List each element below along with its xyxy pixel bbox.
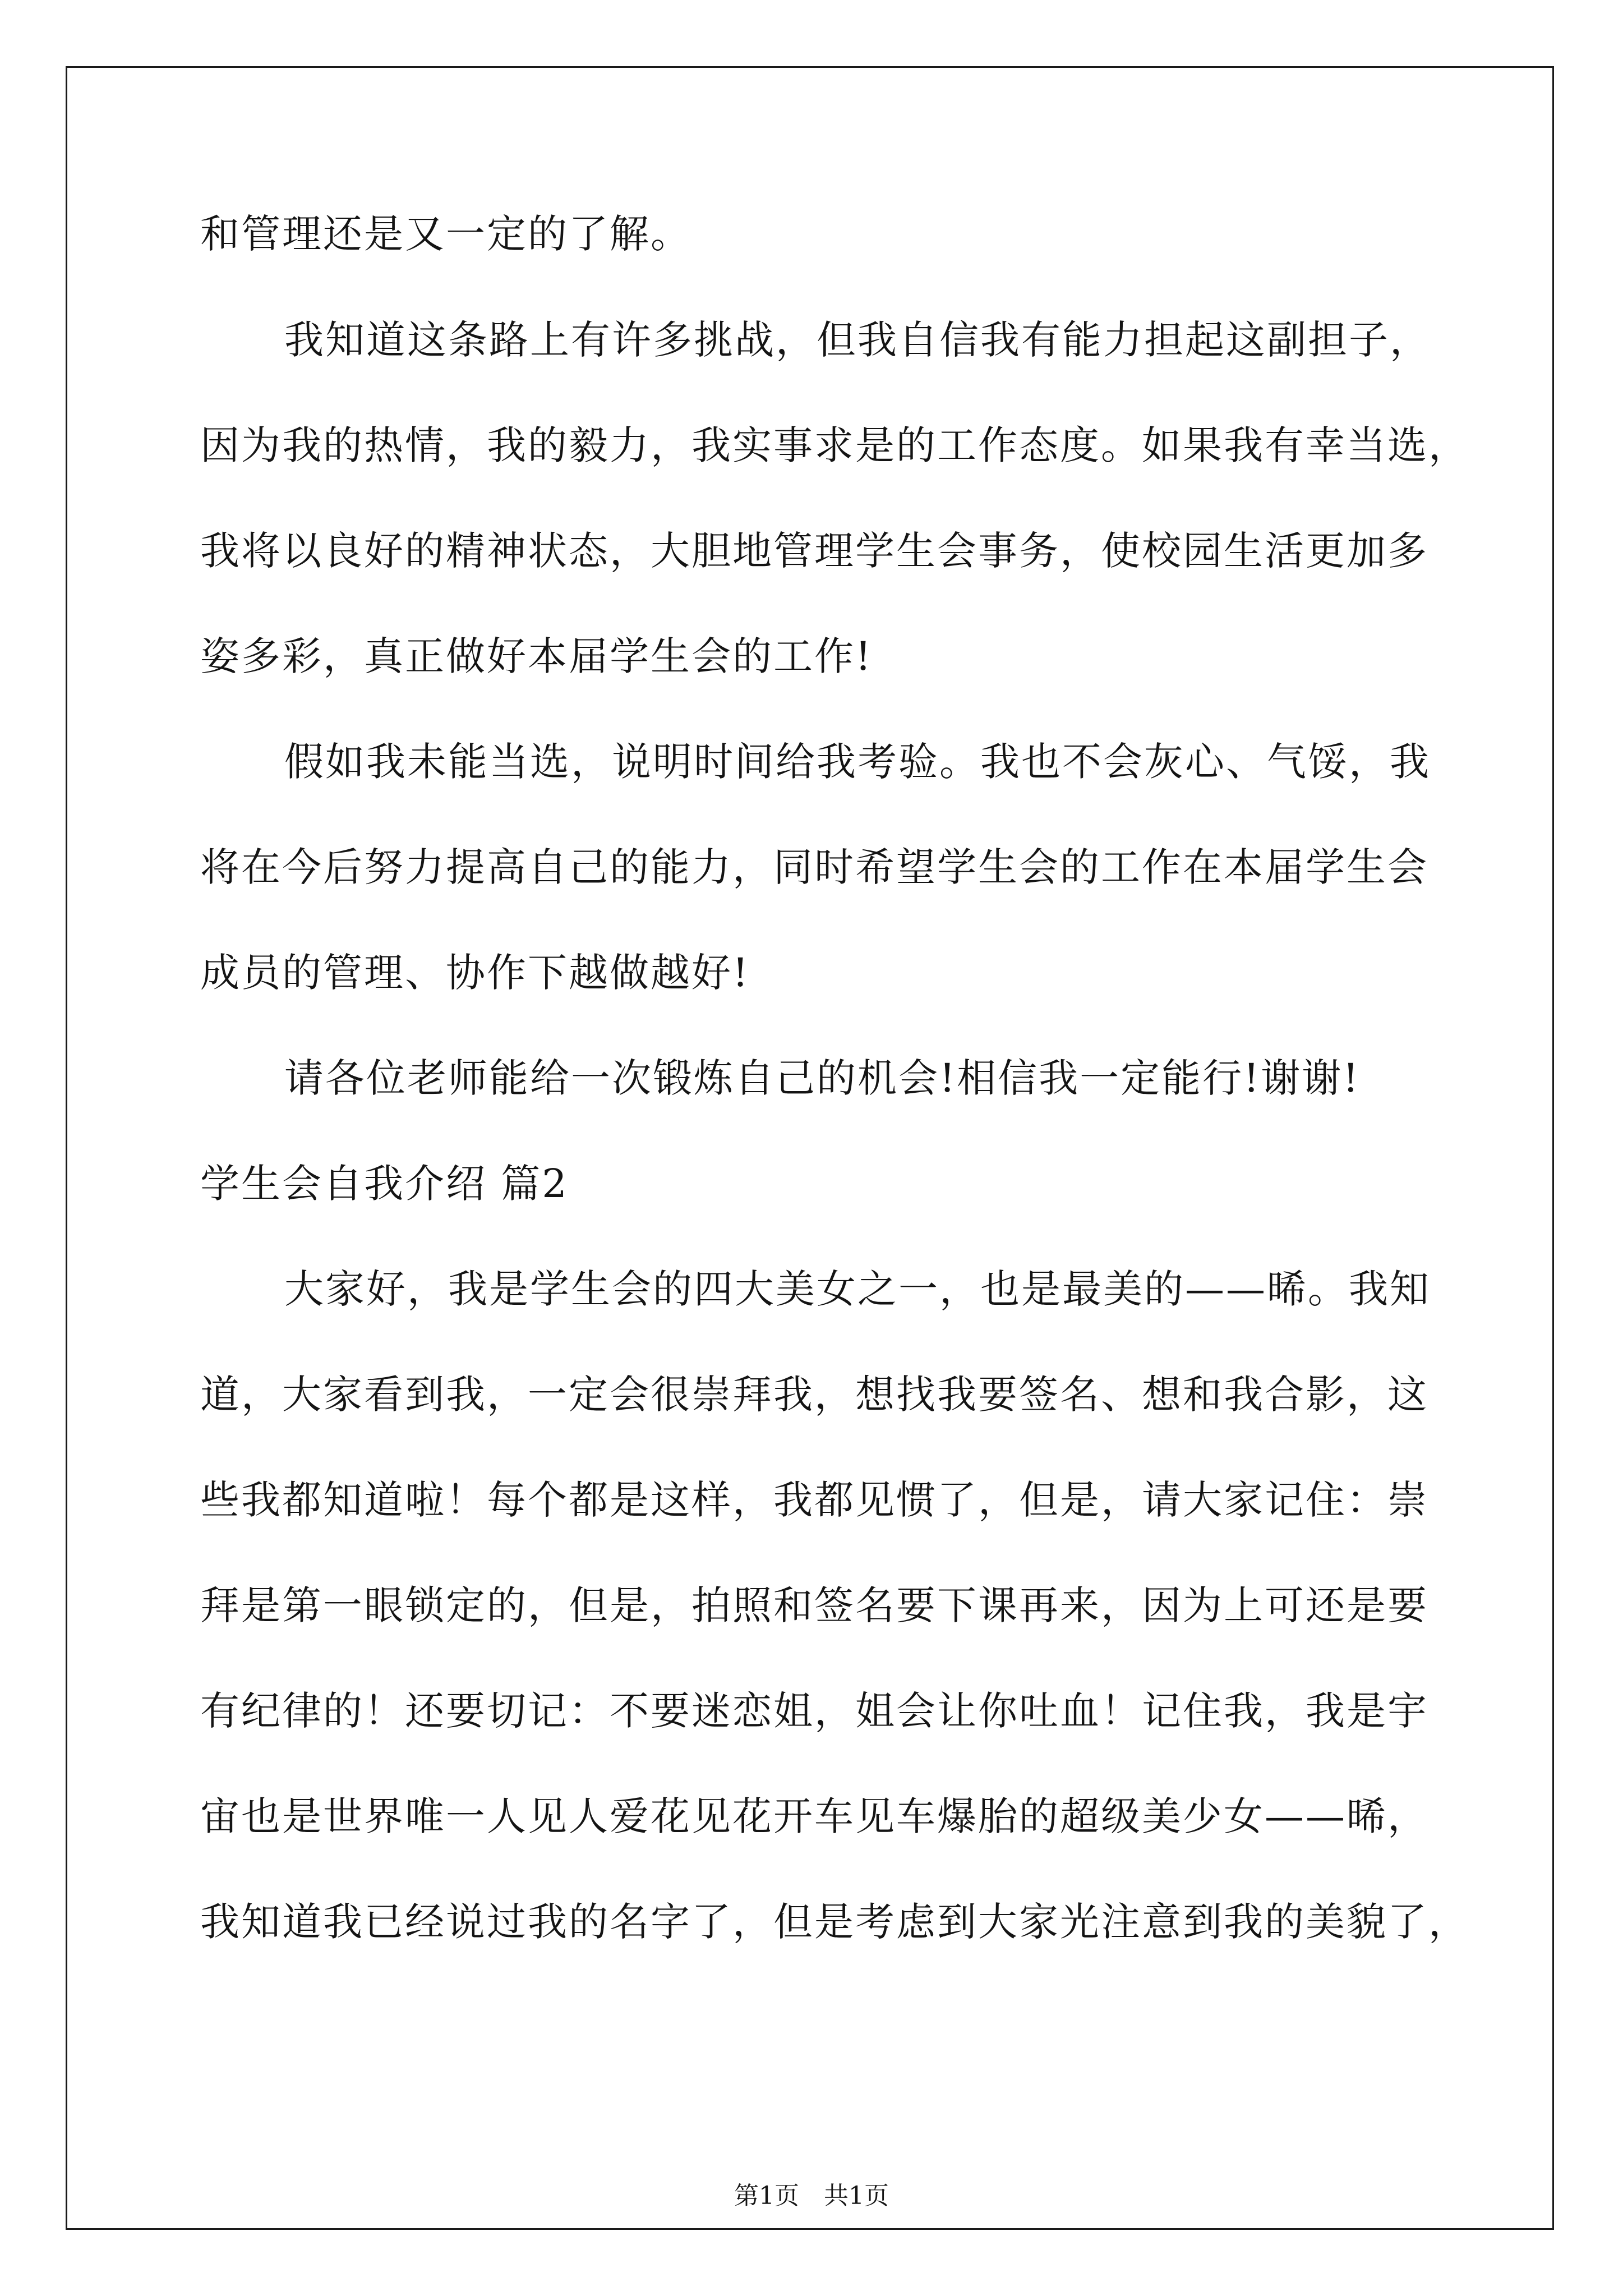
paragraph-line: 宙也是世界唯一人见人爱花见花开车见车爆胎的超级美少女——晞， — [200, 1793, 1428, 1839]
page-footer: 第1页 共1页 — [734, 2182, 889, 2210]
paragraph-line: 拜是第一眼锁定的，但是，拍照和签名要下课再来，因为上可还是要 — [200, 1582, 1428, 1628]
paragraph-line: 因为我的热情，我的毅力，我实事求是的工作态度。如果我有幸当选， — [200, 422, 1469, 468]
section-heading: 学生会自我介绍 篇2 — [200, 1161, 569, 1207]
paragraph-line: 假如我未能当选，说明时间给我考验。我也不会灰心、气馁，我 — [284, 739, 1431, 785]
paragraph-line: 大家好，我是学生会的四大美女之一，也是最美的——晞。我知 — [284, 1266, 1431, 1312]
paragraph-line: 我知道这条路上有许多挑战，但我自信我有能力担起这副担子， — [284, 317, 1431, 363]
paragraph-line: 和管理还是又一定的了解。 — [200, 211, 691, 257]
paragraph-line: 道，大家看到我，一定会很崇拜我，想找我要签名、想和我合影，这 — [200, 1372, 1428, 1418]
paragraph-line: 有纪律的！还要切记：不要迷恋姐，姐会让你吐血！记住我，我是宇 — [200, 1688, 1428, 1734]
paragraph-line: 姿多彩，真正做好本届学生会的工作! — [200, 633, 873, 679]
paragraph-line: 成员的管理、协作下越做越好! — [200, 950, 750, 996]
paragraph-line: 些我都知道啦！每个都是这样，我都见惯了，但是，请大家记住：崇 — [200, 1477, 1428, 1523]
paragraph-line: 将在今后努力提高自己的能力，同时希望学生会的工作在本届学生会 — [200, 844, 1428, 890]
paragraph-line: 我知道我已经说过我的名字了，但是考虑到大家光注意到我的美貌了， — [200, 1899, 1469, 1945]
paragraph-line: 请各位老师能给一次锻炼自己的机会!相信我一定能行!谢谢! — [284, 1055, 1361, 1101]
paragraph-line: 我将以良好的精神状态，大胆地管理学生会事务，使校园生活更加多 — [200, 528, 1428, 574]
